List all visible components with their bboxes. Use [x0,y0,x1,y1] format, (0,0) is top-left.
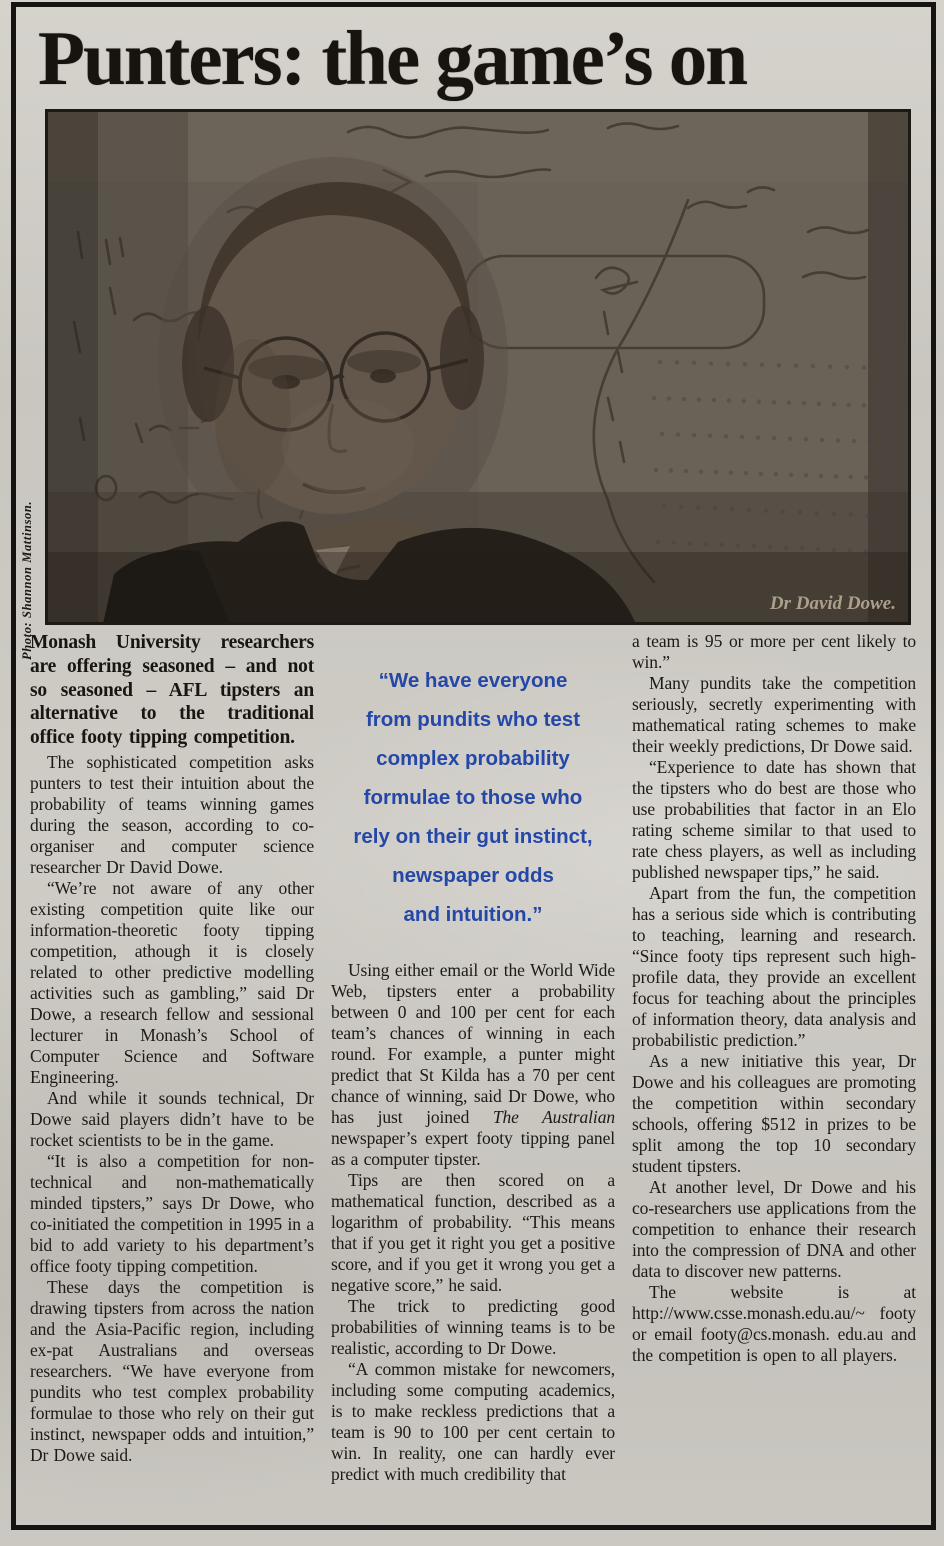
photo-vignette [48,112,908,622]
pull-quote-line: newspaper odds [392,864,554,887]
body-paragraph: These days the competition is drawing tipsters from across the nation and the Asia-Pacific region, including ex-pat Australians and overseas researchers. “We have everyone from pundits who test complex probability formulae to those who rely on their gut instinct, newspaper odds and intuition,” Dr Dowe said. [30,1276,314,1465]
body-paragraph: “A common mistake for newcomers, including some computing academics, is to make reckless predictions that a team is 90 to 100 per cent certain to win. In reality, one can hardly ever predict with much credibility that [331,1359,615,1484]
body-paragraph: “We’re not aware of any other existing competition quite like our information-theoretic footy tipping competition, athough it is closely related to other predictive modelling activities such as gambling,” said Dr Dowe, a research fellow and sessional lecturer in Monash’s School of Computer Science and Software Engineering. [30,877,314,1087]
body-paragraph: And while it sounds technical, Dr Dowe said players didn’t have to be rocket scientists to be in the game. [30,1087,314,1150]
body-paragraph: Apart from the fun, the competition has a serious side which is contributing to teaching, learning and research. “Since footy tips represent such high-profile data, they provide an excellent focus for teaching about the principles of information theory, data analysis and probabilistic prediction.” [632,883,916,1050]
pull-quote-line: formulae to those who [363,786,583,809]
body-paragraph: The website is at http://www.csse.monash.edu.au/~ footy or email footy@cs.monash. edu.au and the competition is open to all players. [632,1282,916,1365]
body-paragraph: “Experience to date has shown that the tipsters who do best are those who use probabilities that factor in an Elo rating scheme similar to that used to rate chess players, as well as including published newspaper tips,” he said. [632,757,916,882]
lead-paragraph: Monash University researchers are offering seasoned – and not so seasoned – AFL tipsters an alternative to the traditional office footy tipping competition. [30,632,314,749]
column-2 [331,631,615,1519]
photo-of-dr-david-dowe [48,112,908,622]
body-paragraph: At another level, Dr Dowe and his co-researchers use applications from the competition to enhance their research into the compression of DNA and other data to discover new patterns. [632,1177,916,1281]
pull-quote-line: complex probability [376,747,570,770]
body-paragraph: The sophisticated competition asks punters to test their intuition about the probability of teams winning games during the season, according to co-organiser and computer science researcher Dr David Dowe. [30,751,314,877]
body-paragraph [331,960,615,1170]
pull-quote-line: rely on their gut instinct, [353,825,593,848]
photo-credit: Photo: Shannon Mattinson. [20,500,34,660]
paragraph-text: newspaper’s expert footy tipping panel as a computer tipster. [331,1128,615,1169]
column-3 [632,631,916,1519]
photo-caption: Dr David Dowe. [769,593,896,614]
pull-quote-line: “We have everyone [378,669,568,692]
body-paragraph: “It is also a competition for non-technical and non-mathematically minded tipsters,” says Dr Dowe, who co-initiated the competition in 1995 in a bid to add variety to his department’s office footy tipping competition. [30,1150,314,1276]
body-paragraph: As a new initiative this year, Dr Dowe and his colleagues are promoting the competition within secondary schools, offering $512 in prizes to be split among the top 10 secondary student tipsters. [632,1051,916,1176]
pull-quote [335,661,611,934]
body-paragraph: a team is 95 or more per cent likely to win.” [632,631,916,672]
headline: Punters: the game’s on [38,15,747,101]
column-1 [30,631,314,1519]
photo-illustration [48,112,908,622]
pull-quote-line: from pundits who test [365,708,581,731]
paragraph-text: Using either email or the World Wide Web, tipsters enter a probability between 0 and 100 per cent for each team’s chances of winning in each round. For example, a punter might predict that St Kilda has a 70 per cent chance of winning, said Dr Dowe, who has just joined [331,960,615,1127]
pull-quote-line: and intuition.” [403,903,543,926]
body-paragraph: Tips are then scored on a mathematical function, described as a logarithm of probability. “This means that if you get it right you get a positive score, and if you get it wrong you get a negative score,” he said. [331,1170,615,1295]
body-paragraph: Many pundits take the competition seriously, secretly experimenting with mathematical rating schemes to make their weekly predictions, Dr Dowe said. [632,673,916,756]
article-body [30,631,916,1519]
body-paragraph: The trick to predicting good probabilities of winning teams is to be realistic, according to Dr Dowe. [331,1296,615,1358]
publication-name: The Australian [492,1107,615,1127]
